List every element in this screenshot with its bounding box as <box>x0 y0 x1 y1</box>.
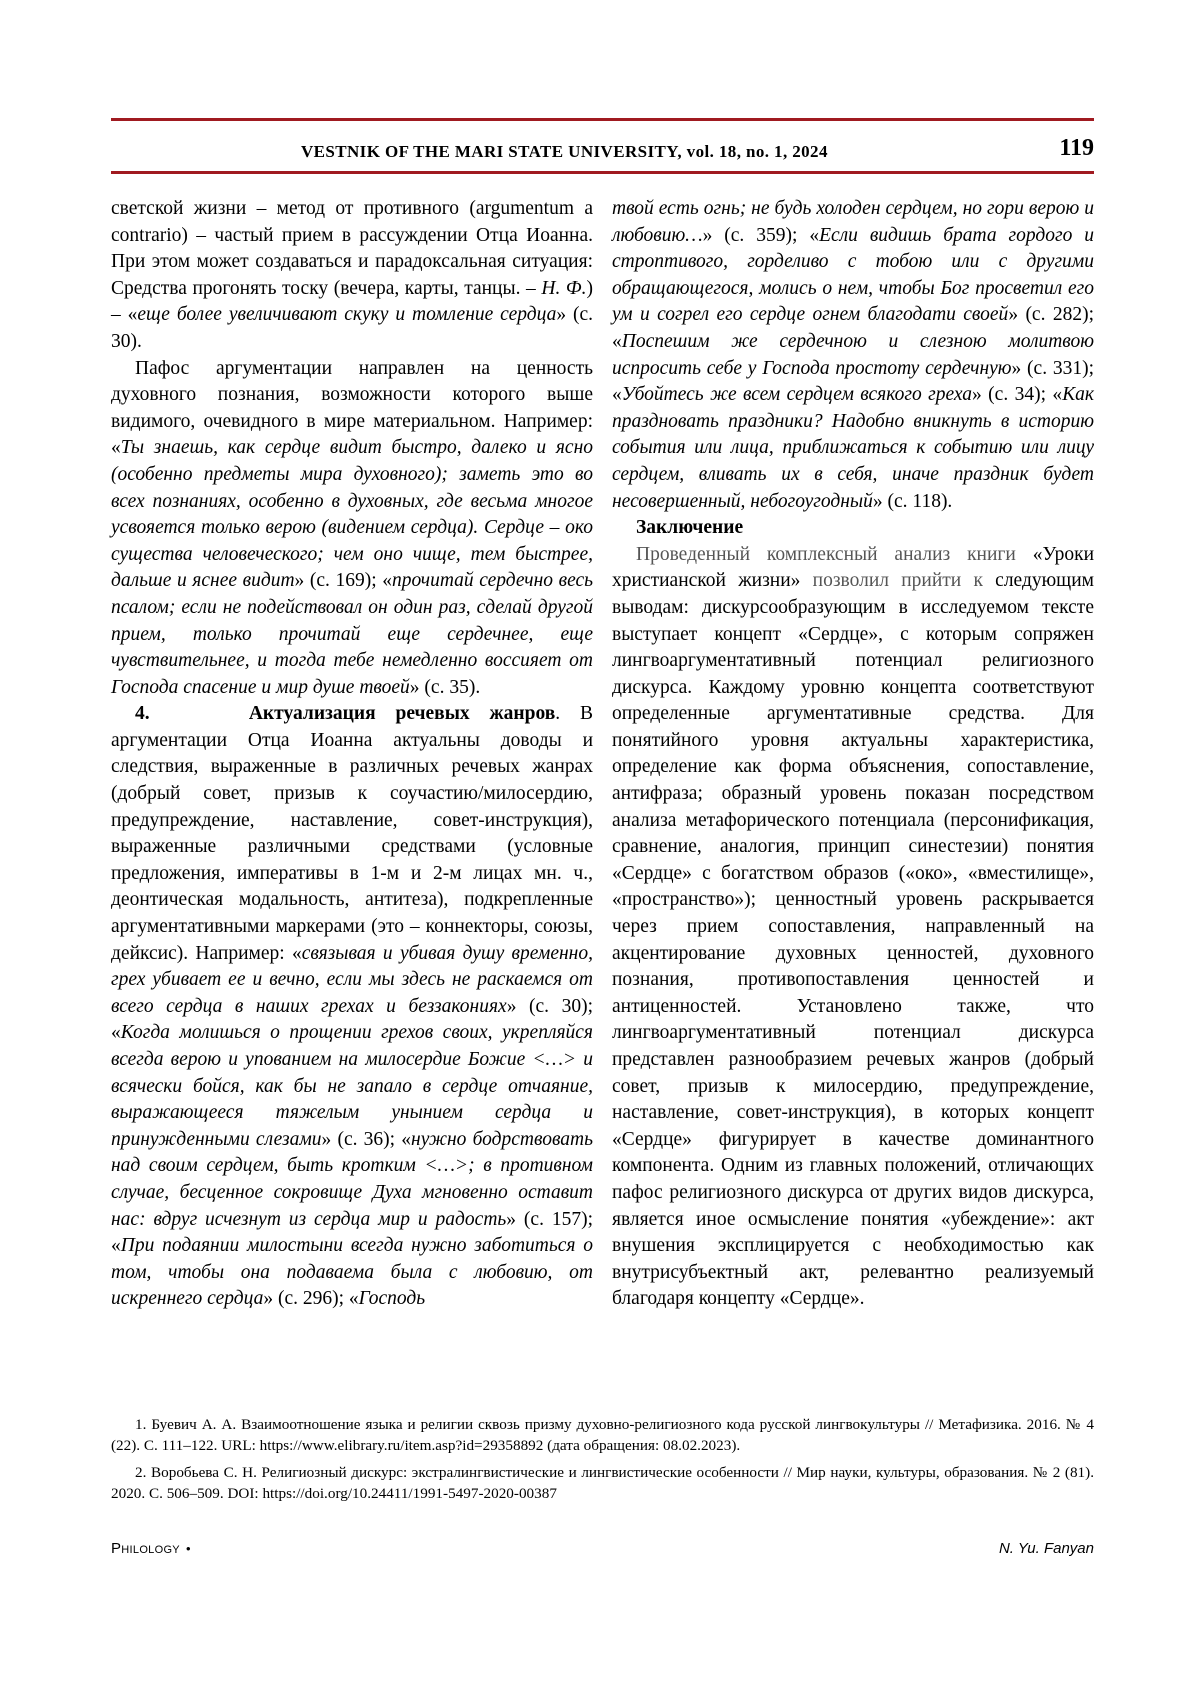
text-run: Проведенный комплексный анализ книги <box>636 543 1016 565</box>
journal-title: VESTNIK OF THE MARI STATE UNIVERSITY, vol. 18, no. 1, 2024 <box>301 142 828 161</box>
quote: Ты знаешь, как сердце видит быстро, далеко и ясно (особенно предметы мира духовного); заметь это во всех познаниях, особенно в духовных, где весьма многое усвояется только верою (видением сердца). Сердце – око существа человеческого; чем оно чище, тем быстрее, дальше и яснее видит <box>111 437 593 592</box>
quote: прочитай сердечно весь псалом; если не подействовал он один раз, сделай другой прием, только прочитай еще сердечнее, еще чувствительнее, и тогда тебе немедленно воссияет от Господа спасение и мир душе твоей <box>111 570 593 698</box>
references-list <box>111 1414 1094 1510</box>
quote: Господь <box>358 1288 426 1310</box>
text-run: ) – « <box>111 277 593 326</box>
page-ref: » (с. 169); « <box>294 570 393 592</box>
quote: связывая и убивая душу временно, грех убивает ее и вечно, если мы здесь не раскаемся от всего сердца в наших грехах и беззакониях <box>111 942 593 1017</box>
page-ref: » (с. 35). <box>409 676 481 698</box>
text-run: позволил прийти к <box>800 570 983 592</box>
quote: Убойтесь же всем сердцем всякого греха <box>621 384 973 406</box>
bullet-icon: • <box>185 1541 191 1556</box>
quote: Если видишь брата гордого и строптивого, горделиво с тобою или с другими обращающегося, молись о нем, чтобы Бог просветил его ум и согрел его сердце огнем благодати своей <box>612 224 1095 326</box>
header-bottom-rule <box>111 171 1094 174</box>
paragraph-speech-genres <box>111 701 593 1313</box>
paragraph-pathos <box>111 356 593 702</box>
running-footer <box>111 1540 1094 1564</box>
page-ref: » (с. 359); « <box>702 224 820 246</box>
quote: Когда молишься о прощении грехов своих, укрепляйся всегда верою и упованием на милосердие Божие <…> и всячески бойся, как бы не запало в сердце отчаяние, выражающееся тяжелым унынием сердца и принужденными слезами <box>111 1022 593 1150</box>
section-number: 4. <box>135 703 150 725</box>
paragraph-contrario <box>111 196 593 356</box>
footer-author: N. Yu. Fanyan <box>998 1540 1094 1557</box>
book-title: «Уроки христианской жизни» <box>612 543 1095 592</box>
page-ref: » (с. 34); « <box>972 384 1063 406</box>
paragraph-quotes-continued <box>612 196 1094 515</box>
paragraph-conclusion <box>612 542 1094 1313</box>
text-run: . В аргументации Отца Иоанна актуальны доводы и следствия, выраженные в различных речевых жанрах (добрый совет, призыв к соучастию/милосердию, предупреждение, наставление, совет-инструкция), выраженные различными средствами (условные предложения, императивы в 1-м и 2-м лицах мн. ч., деонтическая модальность, антитеза), подкрепленные аргументативными маркерами (это – коннекторы, союзы, дейксис). Например: « <box>111 703 594 964</box>
right-column <box>612 196 1094 1313</box>
page-ref: » (с. 282); « <box>612 304 1095 352</box>
page-ref: » (с. 296); « <box>263 1288 359 1310</box>
section-name: Philology <box>111 1540 180 1557</box>
reference-item: 2. Воробьева С. Н. Религиозный дискурс: экстралингвистические и лингвистические особенности // Мир науки, культуры, образования. № 2 (81). 2020. С. 506–509. DOI: https://doi.org/10.24411/1991-5497-2020-00387 <box>111 1464 1094 1502</box>
reference-item: 1. Буевич А. А. Взаимоотношение языка и религии сквозь призму духовно-религиозного кода русской лингвокультуры // Метафизика. 2016. № 4 (22). С. 111–122. URL: https://www.elibrary.ru/item.asp?id=29358892 (дата обращения: 08.02.2023). <box>111 1416 1094 1454</box>
conclusion-heading: Заключение <box>636 517 744 539</box>
header-top-rule <box>111 118 1094 121</box>
text-run: следующим выводам: дискурсообразующим в исследуемом тексте выступает концепт «Сердце», с которым сопряжен лингвоаргументативный потенциал религиозного дискурса. Каждому уровню концепта соответствуют определенные аргументативные средства. Для понятийного уровня актуальны характеристика, определение как форма объяснения, сопоставление, антифраза; образный уровень показан посредством анализа метафорического потенциала (персонификация, сравнение, аналогия, принцип синестезии) понятия «Сердце» с богатством образов («око», «вместилище», «пространство»); ценностный уровень раскрывается через прием сопоставления, направленный на акцентирование духовных ценностей, духовного познания, противопоставления ценностей и антиценностей. Установлено также, что лингвоаргументативный потенциал дискурса представлен разнообразием речевых жанров (добрый совет, призыв к милосердию, предупреждение, наставление, совет-инструкция), в которых концепт «Сердце» фигурирует в качестве доминантного компонента. Одним из главных положений, отличающих пафос религиозного дискурса от других видов дискурса, является иное осмысление понятия «убеждение»: акт внушения эксплицируется с необходимостью как внутрисубъектный акт, релевантно реализуемый благодаря концепту «Сердце». <box>612 570 1094 1310</box>
section-title: Актуализация речевых жанров <box>248 703 556 725</box>
quote: При подаянии милостыни всегда нужно заботиться о том, чтобы она подаваема была с любовию, от искреннего сердца <box>111 1235 593 1310</box>
text-run: светской жизни – метод от противного (argumentum a contrario) – частый прием в рассуждении Отца Иоанна. При этом может создаваться и парадоксальная ситуация: Средства прогонять тоску (вечера, карты, танцы. – <box>111 198 593 299</box>
running-header <box>111 135 1094 169</box>
page-ref: » (с. 331); « <box>612 357 1094 406</box>
page-ref: » (с. 36); « <box>321 1128 412 1150</box>
left-column <box>111 196 593 1313</box>
author-initials: Н. Ф. <box>541 277 587 299</box>
footer-section <box>111 1540 191 1557</box>
quote: нужно бодрствовать над своим сердцем, быть кротким <…>; в противном случае, бесценное сокровище Духа мгновенно оставит нас: вдруг исчезнут из сердца мир и радость <box>111 1128 593 1230</box>
page-ref: » (с. 30). <box>111 304 594 352</box>
text-run: Пафос аргументации направлен на ценность духовного познания, возможности которого выше видимого, очевидного в мире материальном. Например: « <box>111 357 593 459</box>
quote: Как праздновать праздники? Надобно вникнуть в историю события или лица, приближаться к событию или лицу сердцем, вливать их в себя, иначе праздник будет несовершенный, небогоугодный <box>612 384 1095 512</box>
quote: еще более увеличивают скуку и томление сердца <box>137 304 557 326</box>
page-number: 119 <box>1059 135 1094 161</box>
page-ref: » (с. 30); « <box>111 995 594 1044</box>
quote: твой есть огнь; не будь холоден сердцем, но гори верою и любовию… <box>612 198 1094 246</box>
quote: Поспешим же сердечною и слезною молитвою испросить себе у Господа простоту сердечную <box>612 330 1094 379</box>
page-ref: » (с. 118). <box>872 490 953 512</box>
page-ref: » (с. 157); « <box>111 1208 593 1257</box>
